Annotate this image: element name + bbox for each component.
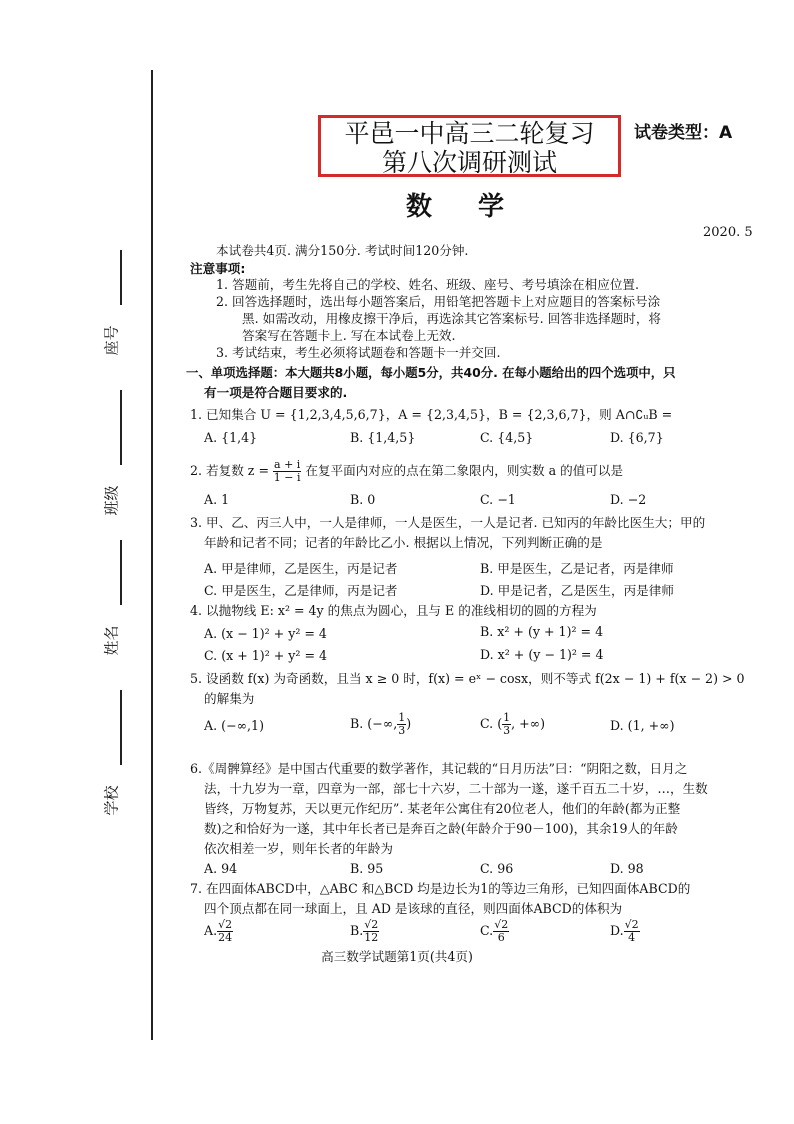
binding-line xyxy=(151,70,153,1040)
q4-option-a: A. (x − 1)² + y² = 4 xyxy=(204,626,327,641)
q5-option-b-fraction xyxy=(397,712,406,737)
seat-label: 座号 xyxy=(102,325,121,356)
q7-option-b-label: B. xyxy=(350,923,364,938)
question-6-line: 依次相差一岁，则年长者的年龄为 xyxy=(204,841,393,856)
question-6-line: 皆终，万物复苏，天以更元作纪历”. 某老年公寓住有20位老人，他们的年龄(都为正整 xyxy=(204,801,681,816)
q5-option-c-post: , +∞) xyxy=(511,716,546,731)
page-footer: 高三数学试题第1页(共4页) xyxy=(321,949,473,964)
q1-option-a: A. {1,4} xyxy=(204,430,258,445)
q2-option-a: A. 1 xyxy=(204,492,230,507)
q5-option-d: D. (1, +∞) xyxy=(610,718,675,733)
school-underline xyxy=(120,690,122,765)
note-item: 1. 答题前，考生先将自己的学校、姓名、班级、座号、考号填涂在相应位置. xyxy=(216,277,640,292)
q7-option-b-num: √2 xyxy=(364,918,379,931)
q2-stem-post: 在复平面内对应的点在第二象限内，则实数 a 的值可以是 xyxy=(305,463,624,478)
q5-option-b-pre: B. (−∞, xyxy=(350,716,398,731)
q7-option-a-num: √2 xyxy=(218,918,233,931)
question-5-line2: 的解集为 xyxy=(204,691,255,706)
name-field xyxy=(96,610,126,670)
exam-date: 2020. 5 xyxy=(703,225,753,240)
q5-option-c-num: 1 xyxy=(503,711,511,724)
exam-title-box xyxy=(318,115,621,177)
q7-option-d-fraction xyxy=(624,919,640,944)
q4-option-d: D. x² + (y − 1)² = 4 xyxy=(480,647,604,662)
q7-option-d-num: √2 xyxy=(624,918,639,931)
q7-option-c-label: C. xyxy=(480,923,494,938)
q6-option-d: D. 98 xyxy=(610,861,644,876)
q2-stem-pre: 2. 若复数 z = xyxy=(190,463,269,478)
q7-option-a-fraction xyxy=(217,919,233,944)
q5-option-c-fraction xyxy=(502,712,511,737)
name-underline xyxy=(120,540,122,605)
q7-option-c-den: 6 xyxy=(497,931,505,944)
school-label: 学校 xyxy=(102,785,121,816)
q5-option-c xyxy=(480,710,545,738)
question-5-line1: 5. 设函数 f(x) 为奇函数，且当 x ≥ 0 时，f(x) = eˣ − cosx，则不等式 f(2x − 1) + f(x − 2) > 0 xyxy=(190,671,745,686)
q7-option-c xyxy=(480,918,509,944)
q7-option-b-fraction xyxy=(363,919,379,944)
subject-title: 数学 xyxy=(406,192,551,222)
class-label: 班级 xyxy=(102,485,121,516)
q6-option-b: B. 95 xyxy=(350,861,384,876)
q5-option-c-pre: C. ( xyxy=(480,716,503,731)
question-6-line: 6.《周髀算经》是中国古代重要的数学著作，其记载的“日月历法”曰：“阴阳之数，日月之 xyxy=(190,761,688,776)
q5-option-b-den: 3 xyxy=(398,724,406,737)
q7-option-b xyxy=(350,918,379,944)
q5-option-b-num: 1 xyxy=(398,711,406,724)
note-item: 2. 回答选择题时，选出每小题答案后，用铅笔把答题卡上对应题目的答案标号涂 xyxy=(216,294,661,309)
q7-option-d-label: D. xyxy=(610,923,624,938)
q1-option-c: C. {4,5} xyxy=(480,430,534,445)
q2-denominator: 1 − i xyxy=(273,471,301,484)
question-2-stem xyxy=(190,457,623,485)
q7-option-a-den: 24 xyxy=(218,931,233,944)
name-label: 姓名 xyxy=(102,625,121,656)
question-7-line1: 7. 在四面体ABCD中，△ABC 和△BCD 均是边长为1的等边三角形，已知四面体ABCD的 xyxy=(190,881,691,896)
q7-option-c-fraction xyxy=(493,919,509,944)
class-field xyxy=(96,470,126,530)
q7-option-d xyxy=(610,918,640,944)
q7-option-c-num: √2 xyxy=(494,918,509,931)
q7-option-b-den: 12 xyxy=(364,931,379,944)
section-heading: 一、单项选择题：本大题共8小题，每小题5分，共40分. 在每小题给出的四个选项中，只 xyxy=(186,365,676,380)
note-item: 3. 考试结束，考生必须将试题卷和答题卡一并交回. xyxy=(216,345,501,360)
question-3-line1: 3. 甲、乙、丙三人中，一人是律师，一人是医生，一人是记者. 已知丙的年龄比医生大；甲的 xyxy=(190,515,706,530)
q3-option-b: B. 甲是医生，乙是记者，丙是律师 xyxy=(480,561,674,576)
q5-option-a: A. (−∞,1) xyxy=(204,718,264,733)
q2-fraction xyxy=(273,459,301,484)
q4-option-b: B. x² + (y + 1)² = 4 xyxy=(480,624,604,639)
q5-option-b xyxy=(350,710,411,738)
q2-option-c: C. −1 xyxy=(480,492,516,507)
q2-option-d: D. −2 xyxy=(610,492,647,507)
question-6-line: 数)之和恰好为一遂，其中年长者已是奔百之龄(年龄介于90－100)，其余19人的年龄 xyxy=(204,821,678,836)
section-heading-cont: 有一项是符合题目要求的. xyxy=(204,385,348,400)
question-1-stem: 1. 已知集合 U = {1,2,3,4,5,6,7}，A = {2,3,4,5}，B = {2,3,6,7}，则 A∩∁ᵤB = xyxy=(190,407,673,422)
q5-option-b-post: ) xyxy=(406,716,412,731)
seat-field xyxy=(96,310,126,420)
q7-option-a xyxy=(204,918,233,944)
question-4-stem: 4. 以抛物线 E: x² = 4y 的焦点为圆心，且与 E 的准线相切的圆的方程为 xyxy=(190,603,597,618)
paper-type: 试卷类型：A xyxy=(634,123,733,143)
note-item: 黑. 如需改动，用橡皮擦干净后，再选涂其它答案标号. 回答非选择题时，将 xyxy=(242,311,662,326)
intro-text: 本试卷共4页. 满分150分. 考试时间120分钟. xyxy=(216,243,469,258)
q7-option-d-den: 4 xyxy=(628,931,636,944)
q5-option-c-den: 3 xyxy=(503,724,511,737)
q3-option-a: A. 甲是律师，乙是医生，丙是记者 xyxy=(204,561,398,576)
q4-option-c: C. (x + 1)² + y² = 4 xyxy=(204,648,328,663)
q7-option-a-label: A. xyxy=(204,923,218,938)
q6-option-a: A. 94 xyxy=(204,861,238,876)
q2-option-b: B. 0 xyxy=(350,492,376,507)
q1-option-b: B. {1,4,5} xyxy=(350,430,416,445)
exam-title-line1: 平邑一中高三二轮复习 xyxy=(344,119,595,148)
q3-option-d: D. 甲是记者，乙是医生，丙是律师 xyxy=(480,583,674,598)
question-3-line2: 年龄和记者不同；记者的年龄比乙小. 根据以上情况，下列判断正确的是 xyxy=(204,535,603,550)
seat-underline xyxy=(120,250,122,305)
question-7-line2: 四个顶点都在同一球面上，且 AD 是该球的直径，则四面体ABCD的体积为 xyxy=(204,901,623,916)
note-item: 答案写在答题卡上. 写在本试卷上无效. xyxy=(242,328,456,343)
school-field xyxy=(96,770,126,830)
class-underline xyxy=(120,390,122,465)
q6-option-c: C. 96 xyxy=(480,861,514,876)
q1-option-d: D. {6,7} xyxy=(610,430,664,445)
exam-title-line2: 第八次调研测试 xyxy=(381,148,557,177)
question-6-line: 法，十九岁为一章，四章为一部，部七十六岁，二十部为一遂，遂千百五二十岁，…，生数 xyxy=(204,781,708,796)
q2-numerator: a + i xyxy=(274,458,301,471)
q3-option-c: C. 甲是医生，乙是律师，丙是记者 xyxy=(204,583,398,598)
notes-heading: 注意事项: xyxy=(190,261,246,276)
